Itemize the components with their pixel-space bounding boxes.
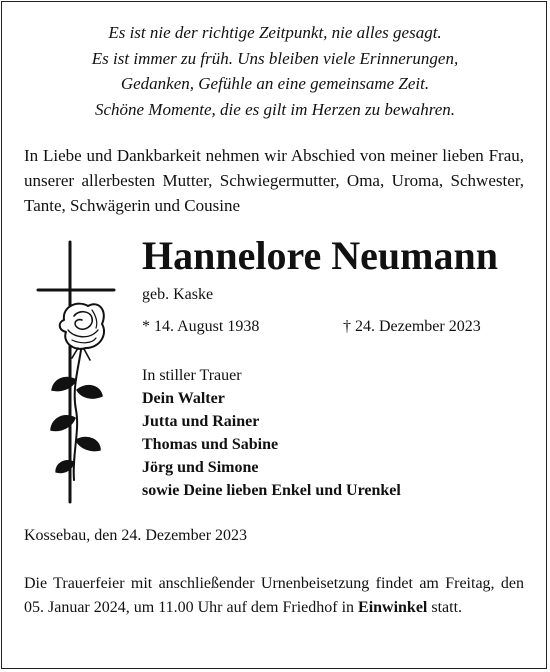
mourner-name: Jörg und Simone xyxy=(142,459,259,476)
memorial-poem xyxy=(0,20,550,122)
farewell-intro: In Liebe und Dankbarkeit nehmen wir Abschied von meiner lieben Frau, unserer allerbesten Mutter, Schwiegermutter, Oma, Uroma, Schwester, Tante, Schwägerin und Cousine xyxy=(24,146,524,215)
birth-date: * 14. August 1938 xyxy=(142,318,260,335)
cross-with-rose-icon xyxy=(34,240,124,505)
mourner-name: Jutta und Rainer xyxy=(142,413,260,430)
death-date: † 24. Dezember 2023 xyxy=(343,318,481,335)
funeral-details xyxy=(24,572,524,620)
poem-line: Es ist nie der richtige Zeitpunkt, nie alles gesagt. xyxy=(108,23,442,42)
poem-line: Es ist immer zu früh. Uns bleiben viele Erinnerungen, xyxy=(91,48,459,68)
funeral-location: Einwinkel xyxy=(358,599,428,616)
poem-line: Schöne Momente, die es gilt im Herzen zu bewahren. xyxy=(94,99,456,119)
funeral-text: Die Trauerfeier mit anschließender Urnenbeisetzung findet am Freitag, den 05. Januar 2024, um 11.00 Uhr auf dem Friedhof in xyxy=(24,575,524,616)
funeral-text-end: statt. xyxy=(427,599,463,616)
mourning-phrase: In stiller Trauer xyxy=(142,367,242,384)
mourner-name: Dein Walter xyxy=(142,390,225,407)
maiden-name: geb. Kaske xyxy=(142,286,214,303)
poem-line: Gedanken, Gefühle an eine gemeinsame Zeit. xyxy=(120,74,430,93)
place-and-date: Kossebau, den 24. Dezember 2023 xyxy=(24,527,248,544)
deceased-name: Hannelore Neumann xyxy=(142,233,498,278)
mourners-list xyxy=(142,364,401,502)
mourner-name: Thomas und Sabine xyxy=(142,436,279,453)
mourner-name: sowie Deine lieben Enkel und Urenkel xyxy=(142,482,401,499)
